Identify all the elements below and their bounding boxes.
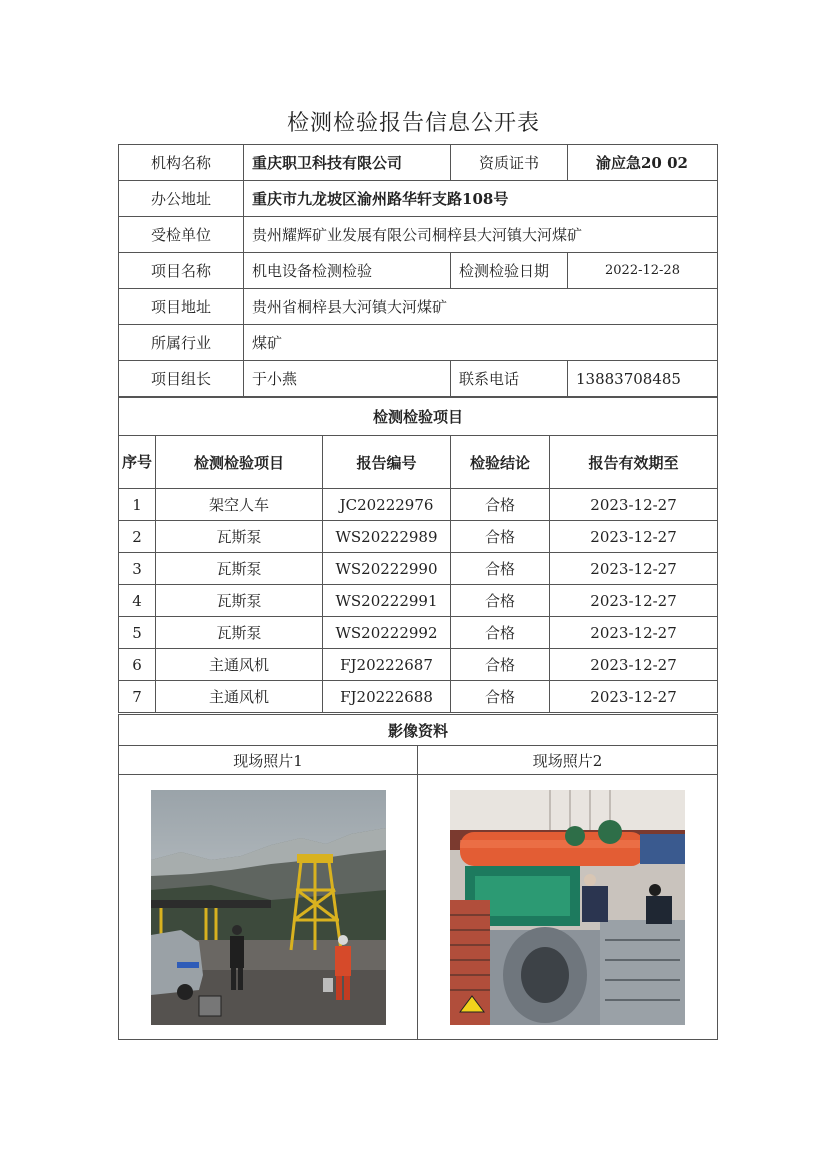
client-row — [119, 217, 718, 253]
industry-value: 煤矿 — [244, 325, 718, 361]
row-seq: 6 — [119, 649, 156, 681]
leader-row — [119, 361, 718, 397]
leader-value: 于小燕 — [244, 361, 451, 397]
site-photo-1 — [151, 790, 386, 1025]
address-row — [119, 181, 718, 217]
leader-label: 项目组长 — [119, 361, 244, 397]
row-report-no: FJ20222687 — [323, 649, 451, 681]
client-label: 受检单位 — [119, 217, 244, 253]
org-label: 机构名称 — [119, 145, 244, 181]
photo2-caption: 现场照片2 — [418, 746, 718, 775]
page-title: 检测检验报告信息公开表 — [286, 111, 540, 136]
cert-label: 资质证书 — [451, 145, 568, 181]
site-photo-2 — [450, 790, 685, 1025]
seq-header: 序号 — [119, 436, 156, 489]
row-conclusion: 合格 — [451, 585, 550, 617]
items-table — [118, 397, 718, 713]
items-section-title: 检测检验项目 — [119, 398, 718, 436]
row-conclusion: 合格 — [451, 521, 550, 553]
table-row — [119, 617, 718, 649]
row-valid-until: 2023-12-27 — [550, 649, 718, 681]
project-label: 项目名称 — [119, 253, 244, 289]
industry-label: 所属行业 — [119, 325, 244, 361]
row-conclusion: 合格 — [451, 489, 550, 521]
table-row — [119, 553, 718, 585]
row-item: 瓦斯泵 — [156, 585, 323, 617]
row-report-no: FJ20222688 — [323, 681, 451, 713]
row-item: 主通风机 — [156, 681, 323, 713]
row-item: 主通风机 — [156, 649, 323, 681]
row-conclusion: 合格 — [451, 681, 550, 713]
photos-section-row — [119, 715, 718, 746]
photo1-caption: 现场照片1 — [119, 746, 418, 775]
table-row — [119, 649, 718, 681]
address-label: 办公地址 — [119, 181, 244, 217]
site-value: 贵州省桐梓县大河镇大河煤矿 — [244, 289, 718, 325]
row-conclusion: 合格 — [451, 617, 550, 649]
row-conclusion: 合格 — [451, 553, 550, 585]
row-report-no: WS20222989 — [323, 521, 451, 553]
photos-image-row — [119, 775, 718, 1040]
row-valid-until: 2023-12-27 — [550, 585, 718, 617]
valid-until-header: 报告有效期至 — [550, 436, 718, 489]
address-value: 重庆市九龙坡区渝州路华轩支路108号 — [244, 181, 718, 217]
client-value: 贵州耀辉矿业发展有限公司桐梓县大河镇大河煤矿 — [244, 217, 718, 253]
org-row — [119, 145, 718, 181]
row-seq: 3 — [119, 553, 156, 585]
row-valid-until: 2023-12-27 — [550, 521, 718, 553]
row-valid-until: 2023-12-27 — [550, 681, 718, 713]
row-report-no: WS20222990 — [323, 553, 451, 585]
row-report-no: JC20222976 — [323, 489, 451, 521]
row-valid-until: 2023-12-27 — [550, 617, 718, 649]
table-row — [119, 681, 718, 713]
photos-table — [118, 714, 718, 1040]
table-row — [119, 585, 718, 617]
row-report-no: WS20222991 — [323, 585, 451, 617]
conclusion-header: 检验结论 — [451, 436, 550, 489]
photo1-cell — [119, 775, 418, 1040]
phone-label: 联系电话 — [451, 361, 568, 397]
project-value: 机电设备检测检验 — [244, 253, 451, 289]
row-seq: 2 — [119, 521, 156, 553]
phone-value: 13883708485 — [568, 361, 718, 397]
row-valid-until: 2023-12-27 — [550, 553, 718, 585]
cert-value: 渝应急20 02 — [568, 145, 718, 181]
date-value: 2022-12-28 — [568, 253, 718, 289]
site-row — [119, 289, 718, 325]
items-header-row — [119, 436, 718, 489]
row-seq: 5 — [119, 617, 156, 649]
date-label: 检测检验日期 — [451, 253, 568, 289]
row-item: 架空人车 — [156, 489, 323, 521]
row-seq: 7 — [119, 681, 156, 713]
row-item: 瓦斯泵 — [156, 617, 323, 649]
report-no-header: 报告编号 — [323, 436, 451, 489]
org-value: 重庆职卫科技有限公司 — [244, 145, 451, 181]
info-table — [118, 144, 718, 397]
row-item: 瓦斯泵 — [156, 521, 323, 553]
row-item: 瓦斯泵 — [156, 553, 323, 585]
photos-section-title: 影像资料 — [119, 715, 718, 746]
site-label: 项目地址 — [119, 289, 244, 325]
project-row — [119, 253, 718, 289]
items-section-row — [119, 398, 718, 436]
row-report-no: WS20222992 — [323, 617, 451, 649]
photos-caption-row — [119, 746, 718, 775]
table-row — [119, 489, 718, 521]
row-seq: 1 — [119, 489, 156, 521]
photo2-cell — [418, 775, 718, 1040]
row-valid-until: 2023-12-27 — [550, 489, 718, 521]
table-row — [119, 521, 718, 553]
item-header: 检测检验项目 — [156, 436, 323, 489]
row-conclusion: 合格 — [451, 649, 550, 681]
row-seq: 4 — [119, 585, 156, 617]
industry-row — [119, 325, 718, 361]
